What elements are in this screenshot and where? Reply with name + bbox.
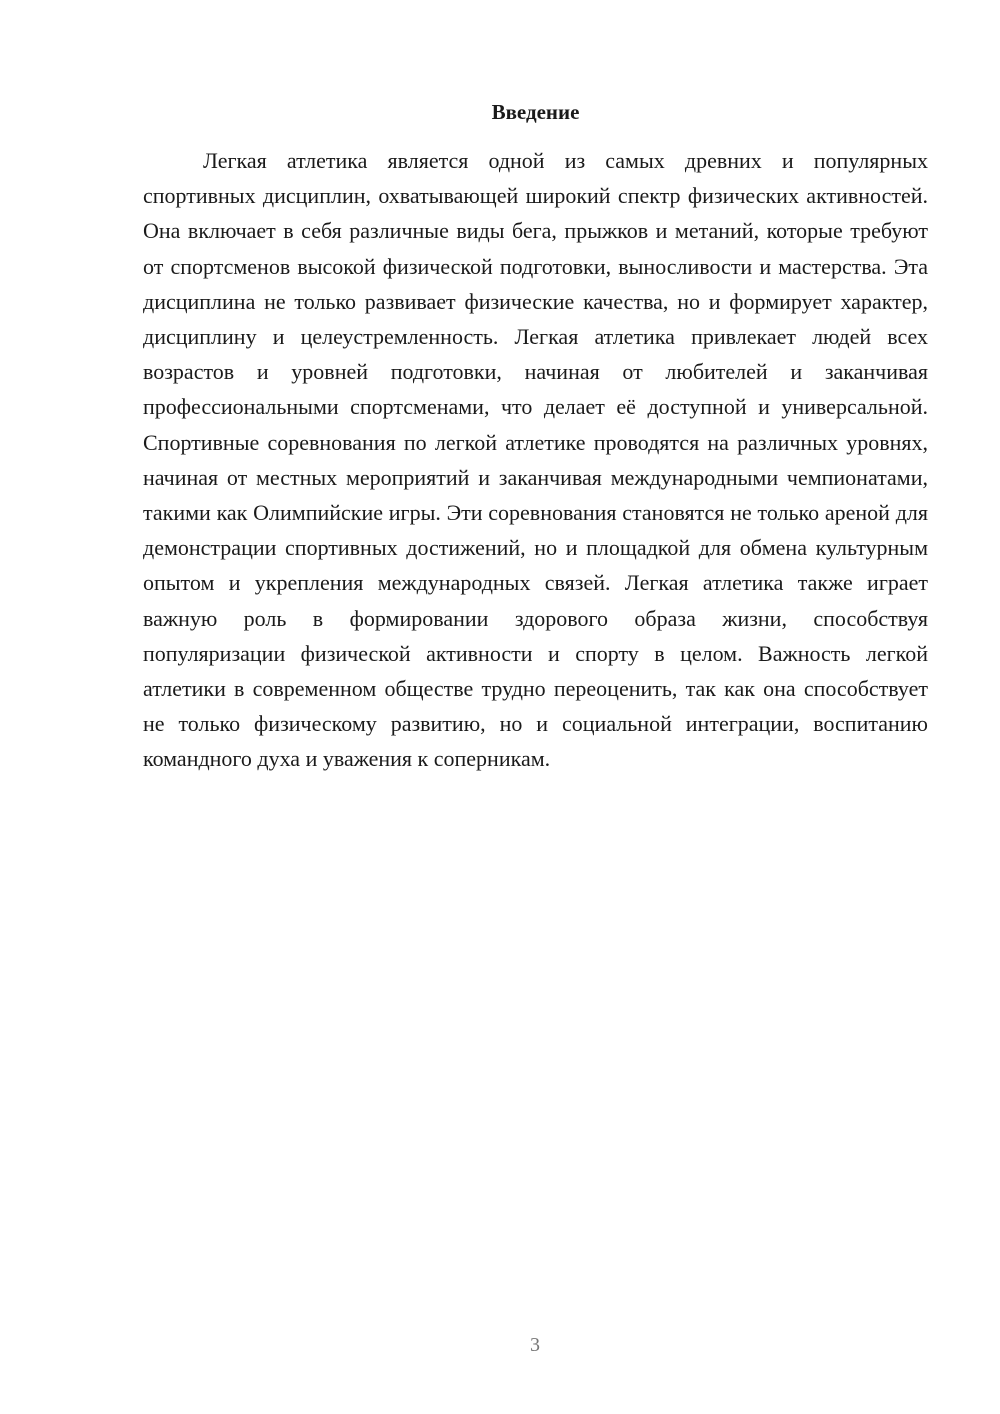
section-heading: Введение [491, 100, 580, 124]
body-paragraph: Легкая атлетика является одной из самых древних и популярных спортивных дисциплин, охватывающей широкий спектр физических активностей. Она включает в себя различные виды бега, прыжков и метаний, которые требуют от спортсменов высокой физической подготовки, выносливости и мастерства. Эта дисциплина не только развивает физические качества, но и формирует характер, дисциплину и целеустремленность. Легкая атлетика привлекает людей всех возрастов и уровней подготовки, начиная от любителей и заканчивая профессиональными спортсменами, что делает её доступной и универсальной. Спортивные соревнования по легкой атлетике проводятся на различных уровнях, начиная от местных мероприятий и заканчивая международными чемпионатами, такими как Олимпийские игры. Эти соревнования становятся не только ареной для демонстрации спортивных достижений, но и площадкой для обмена культурным опытом и укрепления международных связей. Легкая атлетика также играет важную роль в формировании здорового образа жизни, способствуя популяризации физической активности и спорту в целом. Важность легкой атлетики в современном обществе трудно переоценить, так как она способствует не только физическому развитию, но и социальной интеграции, воспитанию командного духа и уважения к соперникам. [143, 148, 928, 772]
page-number: 3 [530, 1334, 540, 1356]
